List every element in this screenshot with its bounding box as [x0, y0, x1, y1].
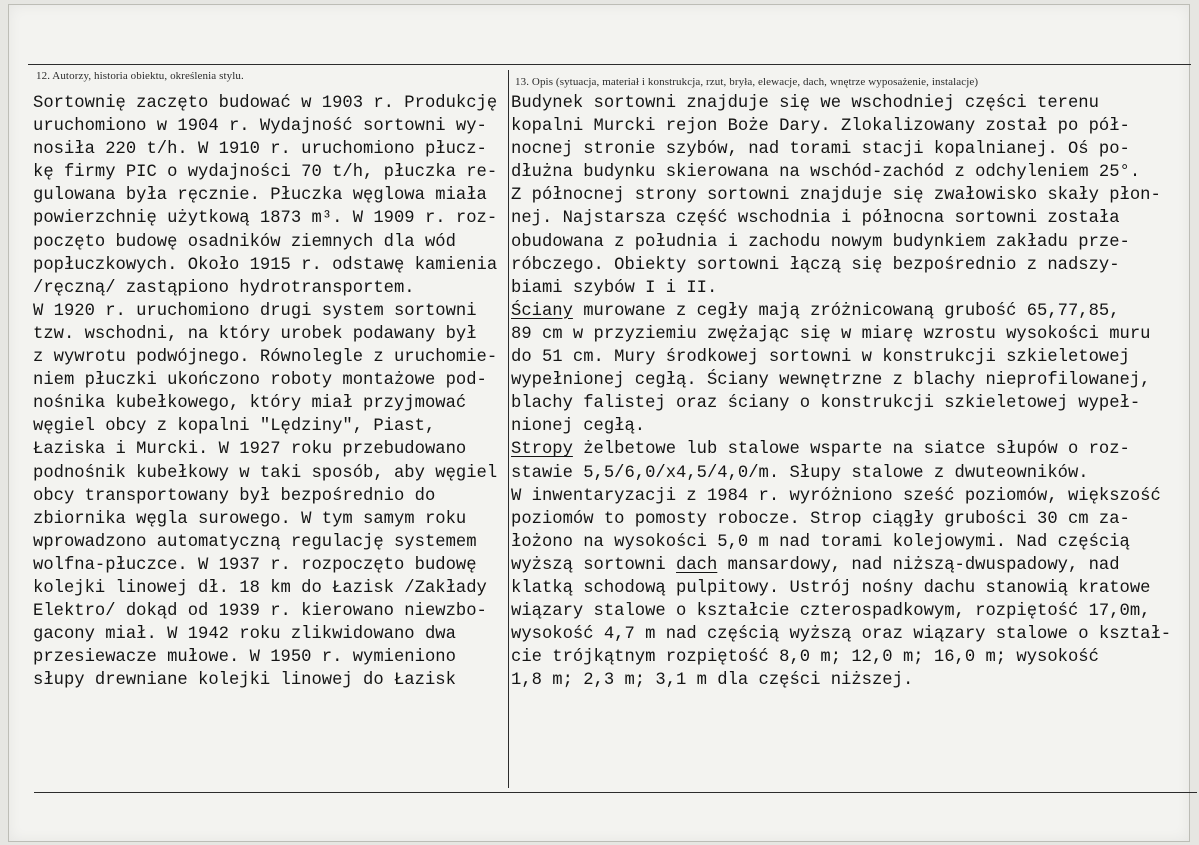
description-line: dłużna budynku skierowana na wschód-zachód z odchyleniem 25°. — [511, 163, 1141, 183]
description-line: poziomów to pomosty robocze. Strop ciągły grubości 30 cm za- — [511, 509, 1130, 529]
description-line: biami szybów I i II. — [511, 278, 718, 298]
section-12-header: 12. Autorzy, historia obiektu, określenia stylu. — [36, 70, 244, 82]
description-line: Z północnej strony sortowni znajduje się zwałowisko skały płon- — [511, 186, 1161, 206]
underlined-heading: dach — [676, 555, 718, 575]
description-line: klatką schodową pulpitowy. Ustrój nośny dachu stanowią kratowe — [511, 578, 1151, 598]
description-line: nej. Najstarsza część wschodnia i północna sortowni została — [511, 209, 1120, 229]
history-line: przesiewacze mułowe. W 1950 r. wymieniono — [33, 648, 456, 668]
description-line: Stropy żelbetowe lub stalowe wsparte na siatce słupów o roz- — [511, 440, 1130, 460]
history-line: poczęto budowę osadników ziemnych dla wód — [33, 232, 456, 252]
description-line: wiązary stalowe o kształcie czterospadkowym, rozpiętość 17,0m, — [511, 602, 1151, 622]
history-line: węgiel obcy z kopalni "Lędziny", Piast, — [33, 417, 436, 437]
description-line: W inwentaryzacji z 1984 r. wyróżniono sześć poziomów, większość — [511, 486, 1161, 506]
history-line: kę firmy PIC o wydajności 70 t/h, płuczka re- — [33, 163, 498, 183]
description-line: cie trójkątnym rozpiętość 8,0 m; 12,0 m; 16,0 m; wysokość — [511, 648, 1099, 668]
history-line: Elektro/ dokąd od 1939 r. kierowano niewzbo- — [33, 602, 487, 622]
history-line: gulowana była ręcznie. Płuczka węglowa miała — [33, 186, 487, 206]
description-line: 89 cm w przyziemiu zwężając się w miarę wzrostu wysokości muru — [511, 324, 1151, 344]
history-text — [33, 92, 503, 692]
description-line: róbczego. Obiekty sortowni łączą się bezpośrednio z nadszy- — [511, 255, 1120, 275]
description-line: blachy falistej oraz ściany o konstrukcji szkieletowej wypeł- — [511, 394, 1141, 414]
history-line: kolejki linowej dł. 18 km do Łazisk /Zakłady — [33, 578, 487, 598]
history-line: tzw. wschodni, na który urobek podawany był — [33, 324, 477, 344]
description-line: wysokość 4,7 m nad częścią wyższą oraz wiązary stalowe o kształ- — [511, 625, 1172, 645]
description-line: Ściany murowane z cegły mają zróżnicowaną grubość 65,77,85, — [511, 301, 1120, 321]
history-line: wolfna-płuczce. W 1937 r. rozpoczęto budowę — [33, 555, 477, 575]
bottom-rule — [34, 792, 1197, 793]
description-line: łożono na wysokości 5,0 m nad torami kolejowymi. Nad częścią — [511, 532, 1130, 552]
description-text — [511, 92, 1191, 692]
description-line: wypełnionej cegłą. Ściany wewnętrzne z blachy nieprofilowanej, — [511, 371, 1151, 391]
history-line: gacony miał. W 1942 roku zlikwidowano dwa — [33, 625, 456, 645]
underlined-heading: Ściany — [511, 301, 573, 321]
history-line: uruchomiono w 1904 r. Wydajność sortowni wy- — [33, 117, 487, 137]
history-line: Sortownię zaczęto budować w 1903 r. Produkcję — [33, 94, 498, 113]
history-line: obcy transportowany był bezpośrednio do — [33, 486, 436, 506]
history-line: nośnika kubełkowego, który miał przyjmować — [33, 394, 467, 414]
underlined-heading: Stropy — [511, 440, 573, 460]
section-13-header: 13. Opis (sytuacja, materiał i konstrukcja, rzut, bryła, elewacje, dach, wnętrze wyposażenie, instalacje) — [515, 76, 979, 88]
history-line: nosiła 220 t/h. W 1910 r. uruchomiono płucz- — [33, 140, 487, 160]
history-line: wprowadzono automatyczną regulację systemem — [33, 532, 477, 552]
history-line: W 1920 r. uruchomiono drugi system sortowni — [33, 301, 477, 321]
column-divider — [508, 70, 509, 788]
description-line: Budynek sortowni znajduje się we wschodniej części terenu — [511, 94, 1099, 113]
history-line: /ręczną/ zastąpiono hydrotransportem. — [33, 278, 415, 298]
history-line: podnośnik kubełkowy w taki sposób, aby węgiel — [33, 463, 498, 483]
top-rule — [28, 64, 1191, 65]
description-line: nocnej stronie szybów, nad torami stacji kopalnianej. Oś po- — [511, 140, 1130, 160]
description-line: kopalni Murcki rejon Boże Dary. Zlokalizowany został po pół- — [511, 117, 1130, 137]
description-line: stawie 5,5/6,0/x4,5/4,0/m. Słupy stalowe z dwuteowników. — [511, 463, 1089, 483]
description-line: 1,8 m; 2,3 m; 3,1 m dla części niższej. — [511, 671, 914, 691]
history-line: niem płuczki ukończono roboty montażowe pod- — [33, 371, 487, 391]
history-line: z wywrotu podwójnego. Równolegle z uruchomie- — [33, 348, 498, 368]
history-line: Łaziska i Murcki. W 1927 roku przebudowano — [33, 440, 467, 460]
description-line: obudowana z południa i zachodu nowym budynkiem zakładu prze- — [511, 232, 1130, 252]
history-line: zbiornika węgla surowego. W tym samym roku — [33, 509, 467, 529]
history-line: słupy drewniane kolejki linowej do Łazisk — [33, 671, 456, 691]
history-line: popłuczkowych. Około 1915 r. odstawę kamienia — [33, 255, 498, 275]
description-line: do 51 cm. Mury środkowej sortowni w konstrukcji szkieletowej — [511, 348, 1130, 368]
description-line: wyższą sortowni dach mansardowy, nad niższą-dwuspadowy, nad — [511, 555, 1120, 575]
description-line: nionej cegłą. — [511, 417, 646, 437]
history-line: powierzchnię użytkową 1873 m³. W 1909 r. roz- — [33, 209, 498, 229]
